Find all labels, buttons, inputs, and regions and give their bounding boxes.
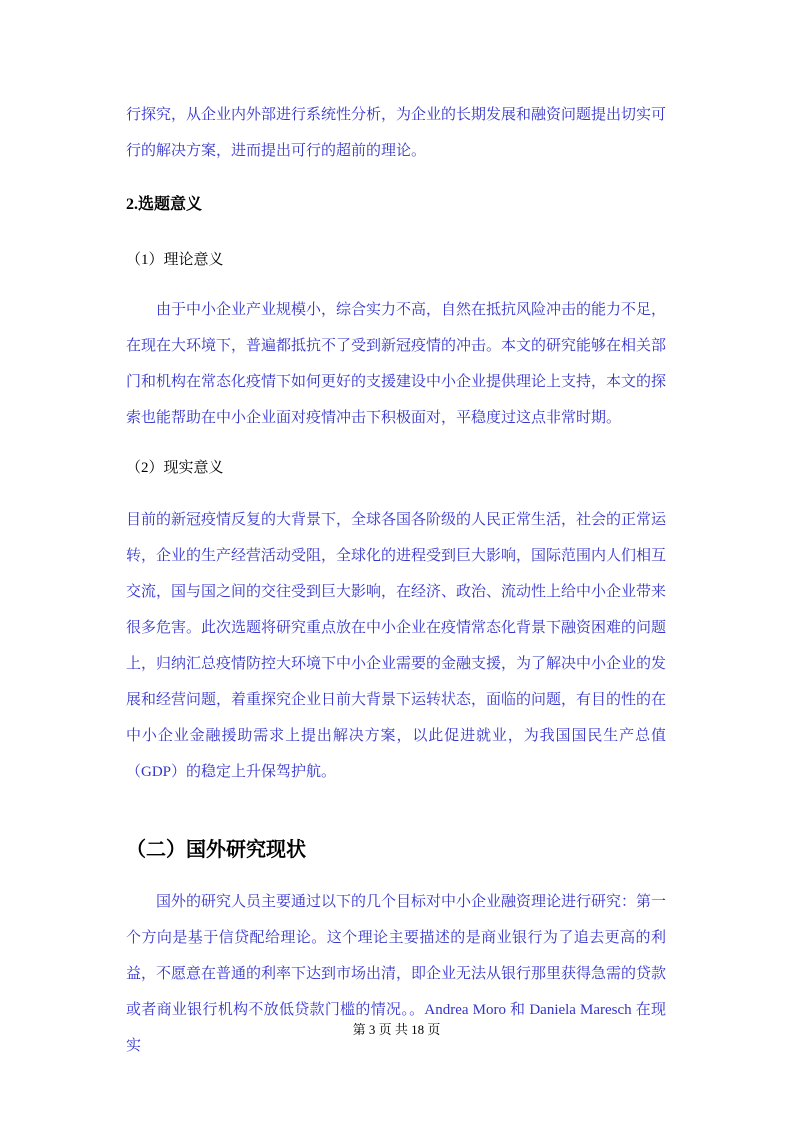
paragraph-foreign-research: 国外的研究人员主要通过以下的几个目标对中小企业融资理论进行研究：第一个方向是基于信贷配给理论。这个理论主要描述的是商业银行为了追去更高的利益，不愿意在普通的利率下达到市场出清，即企业无法从银行那里获得急需的贷款或者商业银行机构不放低贷款门槛的情况。。Andrea Moro 和 Daniela Maresch 在现实: [126, 894, 667, 1054]
paragraph-theoretical-significance: 由于中小企业产业规模小，综合实力不高，自然在抵抗风险冲击的能力不足，在现在大环境下，普遍都抵抗不了受到新冠疫情的冲击。本文的研究能够在相关部门和机构在常态化疫情下如何更好的支援建设中小企业提供理论上支持，本文的探索也能帮助在中小企业面对疫情冲击下积极面对，平稳度过这点非常时期。: [126, 302, 667, 426]
heading-topic-significance: 2.选题意义: [126, 196, 203, 213]
continuation-paragraph: 行探究，从企业内外部进行系统性分析，为企业的长期发展和融资问题提出切实可行的解决方案，进而提出可行的超前的理论。: [126, 107, 667, 159]
paragraph-practical-significance: 目前的新冠疫情反复的大背景下，全球各国各阶级的人民正常生活，社会的正常运转，企业的生产经营活动受阻，全球化的进程受到巨大影响，国际范围内人们相互交流，国与国之间的交往受到巨大影响，在经济、政治、流动性上给中小企业带来很多危害。此次选题将研究重点放在中小企业在疫情常态化背景下融资困难的问题上，归纳汇总疫情防控大环境下中小企业需要的金融支援，为了解决中小企业的发展和经营问题，着重探究企业日前大背景下运转状态，面临的问题，有目的性的在中小企业金融援助需求上提出解决方案，以此促进就业，为我国国民生产总值（GDP）的稳定上升保驾护航。: [126, 512, 667, 780]
page-number-footer: 第 3 页 共 18 页: [352, 1022, 441, 1037]
subheading-theoretical-significance: （1）理论意义: [126, 252, 224, 268]
heading-foreign-research-status: （二）国外研究现状: [126, 839, 306, 861]
subheading-practical-significance: （2）现实意义: [126, 460, 224, 476]
